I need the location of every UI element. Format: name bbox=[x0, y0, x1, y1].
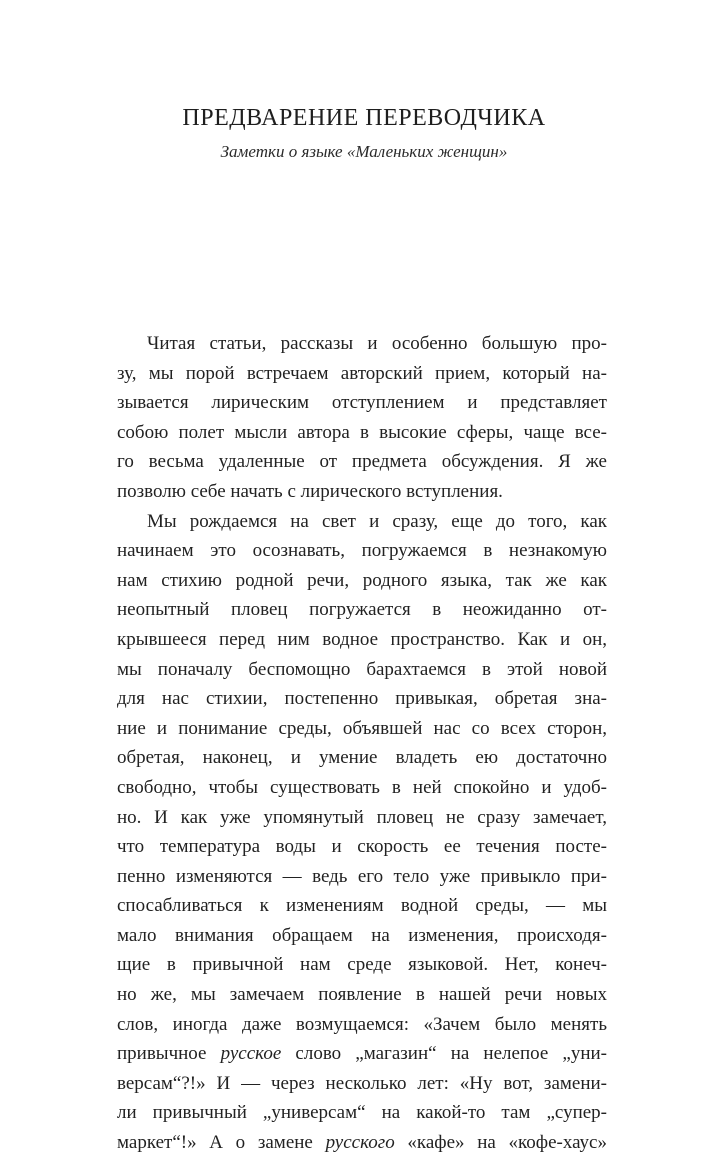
text-line: крывшееся перед ним водное пространство. Как и он, bbox=[117, 628, 607, 650]
chapter-subtitle: Заметки о языке «Маленьких женщин» bbox=[220, 142, 508, 161]
body-text bbox=[117, 329, 607, 1158]
text-line: начинаем это осознавать, погружаемся в незнакомую bbox=[117, 540, 607, 562]
text-line: обретая, наконец, и умение владеть ею достаточно bbox=[117, 747, 607, 769]
text-line: позволю себе начать с лирического вступления. bbox=[117, 480, 503, 502]
text-line: но же, мы замечаем появление в нашей речи новых bbox=[117, 984, 607, 1006]
chapter-title: ПРЕДВАРЕНИЕ ПЕРЕВОДЧИКА bbox=[182, 105, 546, 131]
text-line: ние и понимание среды, объявшей нас со всех сторон, bbox=[117, 717, 607, 739]
text-line: слов, иногда даже возмущаемся: «Зачем было менять bbox=[117, 1013, 607, 1035]
text-line: Мы рождаемся на свет и сразу, еще до того, как bbox=[147, 510, 607, 532]
text-line bbox=[117, 1128, 607, 1158]
text-line: что температура воды и скорость ее течения посте- bbox=[117, 836, 607, 858]
text-line: зу, мы порой встречаем авторский прием, который на- bbox=[117, 362, 607, 384]
text-line: собою полет мысли автора в высокие сферы, чаще все- bbox=[117, 421, 607, 443]
text-line: свободно, чтобы существовать в ней спокойно и удоб- bbox=[117, 776, 607, 798]
text-line: версам“?!» И — через несколько лет: «Ну вот, замени- bbox=[117, 1072, 607, 1094]
text-line: спосабливаться к изменениям водной среды, — мы bbox=[117, 895, 607, 917]
text-line bbox=[117, 1039, 607, 1069]
text-segment: «кафе» на «кофе-хаус» bbox=[394, 1132, 607, 1154]
italic-word: русского bbox=[325, 1132, 395, 1154]
chapter-header bbox=[0, 102, 728, 164]
text-line: неопытный пловец погружается в неожиданно от- bbox=[117, 599, 607, 621]
text-line: но. И как уже упомянутый пловец не сразу замечает, bbox=[117, 806, 607, 828]
text-line: нам стихию родной речи, родного языка, так же как bbox=[117, 569, 607, 591]
text-line: пенно изменяются — ведь его тело уже привыкло при- bbox=[117, 865, 607, 887]
text-line: мы поначалу беспомощно барахтаемся в этой новой bbox=[117, 658, 607, 680]
text-line: мало внимания обращаем на изменения, происходя- bbox=[117, 924, 607, 946]
text-segment: привычное bbox=[117, 1043, 221, 1065]
text-line: ли привычный „универсам“ на какой-то там „супер- bbox=[117, 1102, 607, 1124]
text-line: Читая статьи, рассказы и особенно большую про- bbox=[147, 333, 607, 354]
text-line: зывается лирическим отступлением и представляет bbox=[117, 392, 607, 414]
text-segment: слово „магазин“ на нелепое „уни- bbox=[281, 1043, 608, 1065]
text-line: щие в привычной нам среде языковой. Нет, конеч- bbox=[117, 954, 607, 976]
text-line: го весьма удаленные от предмета обсуждения. Я же bbox=[117, 451, 607, 473]
italic-word: русское bbox=[220, 1043, 282, 1065]
text-line: для нас стихии, постепенно привыкая, обретая зна- bbox=[117, 688, 607, 710]
text-segment: маркет“!» А о замене bbox=[117, 1132, 326, 1154]
